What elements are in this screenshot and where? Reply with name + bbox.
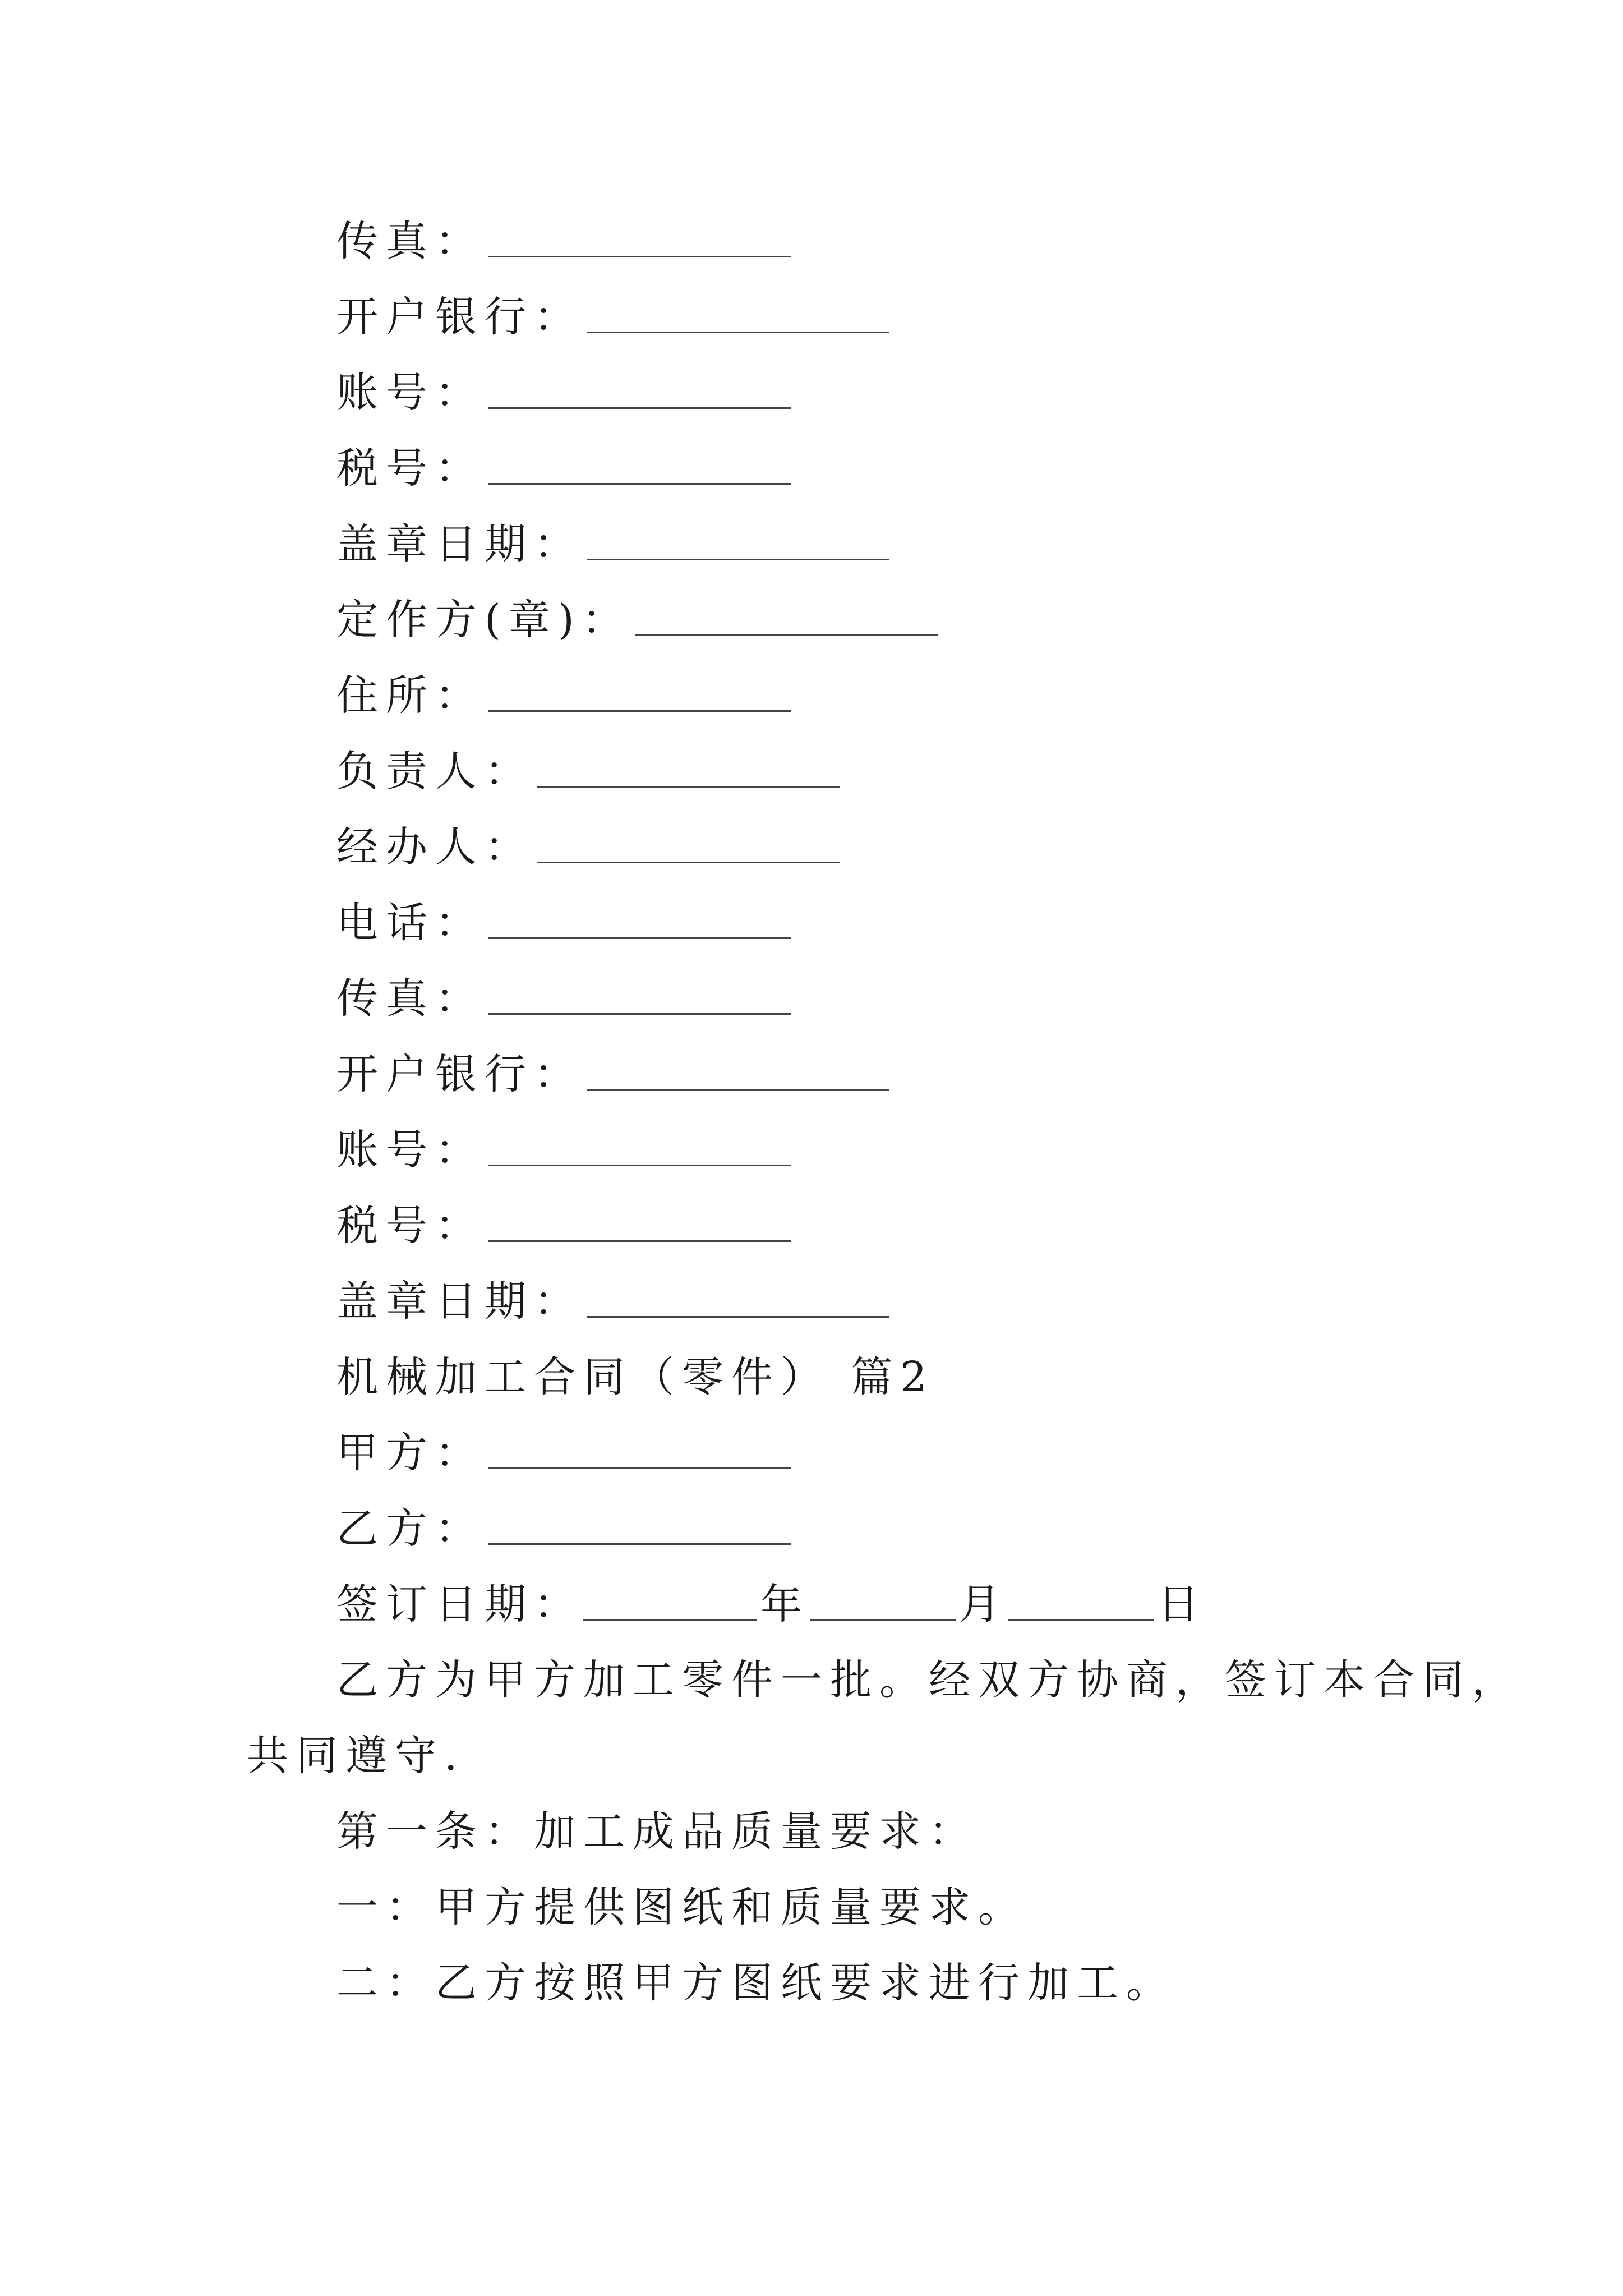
blank-line[interactable] (635, 632, 938, 636)
blank-line[interactable] (488, 1162, 791, 1166)
field-party-a (336, 1422, 791, 1484)
blank-line[interactable] (488, 1238, 791, 1242)
year-label: 年 (760, 1580, 810, 1628)
field-fax (336, 210, 791, 272)
field-label: 住所： (336, 671, 485, 720)
month-label: 月 (959, 1580, 1008, 1628)
field-seal-date (336, 1271, 889, 1332)
field-tax-id (336, 1195, 791, 1257)
month-blank[interactable] (810, 1617, 956, 1621)
field-label: 签订日期： (336, 1580, 583, 1628)
field-bank (336, 286, 889, 348)
field-label: 税号： (336, 444, 485, 493)
field-label: 税号： (336, 1202, 485, 1250)
field-bank (336, 1043, 889, 1105)
field-label: 经办人： (336, 823, 534, 871)
day-blank[interactable] (1008, 1617, 1154, 1621)
intro-paragraph-line1: 乙方为甲方加工零件一批。经双方协商，签订本合同， (336, 1656, 1521, 1704)
field-label: 开户银行： (336, 1050, 583, 1098)
field-label: 负责人： (336, 747, 534, 795)
blank-line[interactable] (587, 329, 889, 333)
field-label: 乙方： (336, 1504, 485, 1553)
year-blank[interactable] (583, 1617, 757, 1621)
intro-paragraph-line2: 共同遵守. (247, 1732, 465, 1780)
field-account (336, 362, 791, 424)
blank-line[interactable] (488, 1541, 791, 1545)
blank-line[interactable] (488, 254, 791, 257)
blank-line[interactable] (488, 935, 791, 939)
field-address (336, 665, 791, 726)
field-seal-date (336, 513, 889, 575)
blank-line[interactable] (587, 556, 889, 560)
section-title: 机械加工合同（零件） 篇2 (336, 1353, 935, 1401)
field-account (336, 1119, 791, 1181)
article1-item1: 一：甲方提供图纸和质量要求。 (336, 1883, 1027, 1931)
field-tax-id (336, 438, 791, 499)
blank-line[interactable] (488, 481, 791, 485)
blank-line[interactable] (537, 859, 840, 863)
field-label: 账号： (336, 1126, 485, 1174)
blank-line[interactable] (587, 1087, 889, 1091)
field-label: 定作方(章)： (336, 596, 631, 644)
field-label: 传真： (336, 217, 485, 265)
blank-line[interactable] (488, 708, 791, 712)
field-label: 开户银行： (336, 293, 583, 341)
field-phone (336, 892, 791, 954)
field-label: 盖章日期： (336, 520, 583, 568)
blank-line[interactable] (488, 1465, 791, 1469)
blank-line[interactable] (488, 1011, 791, 1015)
field-label: 电话： (336, 899, 485, 947)
article1-item2: 二：乙方按照甲方图纸要求进行加工。 (336, 1959, 1175, 2007)
field-party-b (336, 1498, 791, 1559)
field-handler (336, 816, 840, 878)
field-label: 甲方： (336, 1429, 485, 1477)
day-label: 日 (1158, 1580, 1207, 1628)
blank-line[interactable] (537, 784, 840, 788)
field-contractor-seal (336, 589, 938, 651)
field-label: 盖章日期： (336, 1277, 583, 1326)
blank-line[interactable] (587, 1314, 889, 1318)
field-label: 账号： (336, 369, 485, 417)
field-label: 传真： (336, 974, 485, 1023)
article1-title: 第一条：加工成品质量要求： (336, 1807, 978, 1856)
field-sign-date (336, 1573, 1207, 1635)
blank-line[interactable] (488, 405, 791, 409)
field-fax (336, 968, 791, 1029)
field-principal (336, 740, 840, 802)
